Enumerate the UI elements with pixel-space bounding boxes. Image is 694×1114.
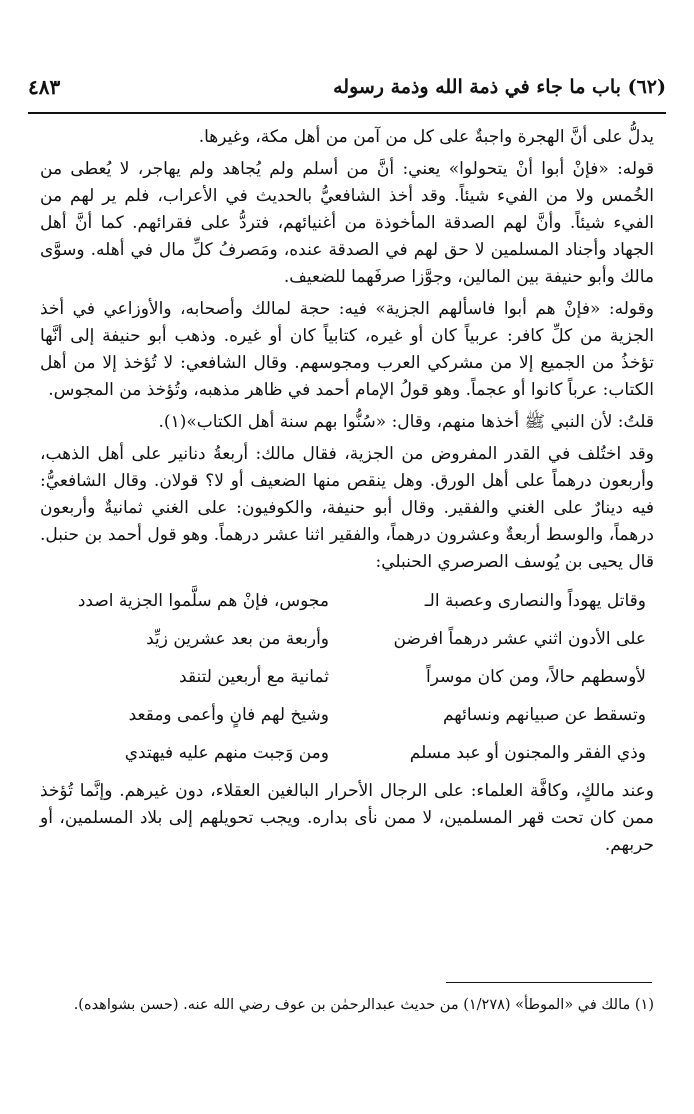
page-header xyxy=(28,70,666,104)
page-number: ٤٨٣ xyxy=(28,75,61,99)
verse-first-hemistich: لأوسطهم حالاً، ومن كان موسراً xyxy=(426,667,646,687)
footnotes xyxy=(40,990,654,1020)
main-text xyxy=(40,124,654,864)
paragraph: وقد اختُلف في القدر المفروض من الجزية، فقال مالك: أربعةُ دنانير على أهل الذهب، وأربعون درهماً على أهل الورق. وهل ينقص منها الضعيف أو لا؟ قولان. وقال الشافعيُّ: فيه دينارٌ على الغني والفقير. وقال أبو حنيفة، والكوفيون: على الغني ثمانيةٌ وأربعون درهماً، والوسط أربعةٌ وعشرون درهماً، والفقير اثنا عشر درهماً. وهو قول أحمد بن حنبل. قال يحيى بن يُوسف الصرصري الحنبلي: xyxy=(40,444,654,572)
paragraph: يدلُّ على أنَّ الهجرة واجبةٌ على كل من آمن من أهل مكة، وغيرها. xyxy=(198,127,654,147)
paragraph: وعند مالكٍ، وكافَّة العلماء: على الرجال الأحرار البالغين العقلاء، دون غيرهم. وإنَّما تُؤخذ ممن كان تحت قهر المسلمين، لا ممن نأى بداره. ويجب تحويلهم إلى بلاد المسلمين، أو حربهم. xyxy=(40,781,654,855)
verse-second-hemistich: مجوس، فإنْ هم سلَّموا الجزية اصدد xyxy=(77,591,329,611)
verse-first-hemistich: وذي الفقر والمجنون أو عبد مسلم xyxy=(409,743,646,763)
poem xyxy=(48,582,646,772)
chapter-title: (٦٢) باب ما جاء في ذمة الله وذمة رسوله xyxy=(333,76,666,98)
footnote-divider xyxy=(446,982,652,983)
verse-first-hemistich: على الأدون اثني عشر درهماً افرضن xyxy=(393,629,646,649)
header-divider xyxy=(28,112,666,114)
verse-first-hemistich: وتسقط عن صبيانهم ونسائهم xyxy=(442,705,646,725)
verse-first-hemistich: وقاتل يهوداً والنصارى وعصبة الـ xyxy=(424,591,646,611)
footnote-1: (١) مالك في «الموطأ» (١/٢٧٨) من حديث عبدالرحمٰن بن عوف رضي الله عنه. (حسن بشواهده). xyxy=(73,997,654,1013)
paragraph: قلتُ: لأن النبي ﷺ أخذها منهم، وقال: «سُنُّوا بهم سنة أهل الكتاب»(١). xyxy=(158,412,654,432)
verse-second-hemistich: وأربعة من بعد عشرين زيِّد xyxy=(146,629,329,649)
verse-second-hemistich: ومن وَجبت منهم عليه فيهتدي xyxy=(124,743,329,763)
verse-second-hemistich: وشيخ لهم فانٍ وأعمى ومقعد xyxy=(128,705,329,725)
paragraph: وقوله: «فإنْ هم أبوا فاسألهم الجزية» فيه: حجة لمالك وأصحابه، والأوزاعي في أخذ الجزية من كلِّ كافر: عربياً كان أو غيره، كتابياً كان أو غيره. وذهب أبو حنيفة إلى أنَّها تؤخذُ من الجميع إلا من مشركي العرب ومجوسهم. وقال الشافعي: لا تُؤخذ إلا من أهل الكتاب: عرباً كانوا أو عجماً. وهو قولُ الإمام أحمد في ظاهر مذهبه، وتُؤخذ من المجوس. xyxy=(40,299,654,400)
paragraph: قوله: «فإنْ أبوا أنْ يتحولوا» يعني: أنَّ من أسلم ولم يُجاهد ولم يهاجر، لا يُعطى من الخُمس ولا من الفيء شيئاً. وقد أخذ الشافعيُّ بالحديث في الأعراب، فلم ير لهم من الفيء شيئاً. وأنَّ لهم الصدقة المأخوذة من أغنيائهم، فتردُّ على فقرائهم. كما أنَّ أهل الجهاد وأجناد المسلمين لا حق لهم في الصدقة عنده، ومَصرفُ كلِّ مال في أهله. وسوَّى مالك وأبو حنيفة بين المالين، وجوَّزا صرفَهما للضعيف. xyxy=(40,159,654,287)
verse-second-hemistich: ثمانية مع أربعين لتنقد xyxy=(179,667,329,687)
